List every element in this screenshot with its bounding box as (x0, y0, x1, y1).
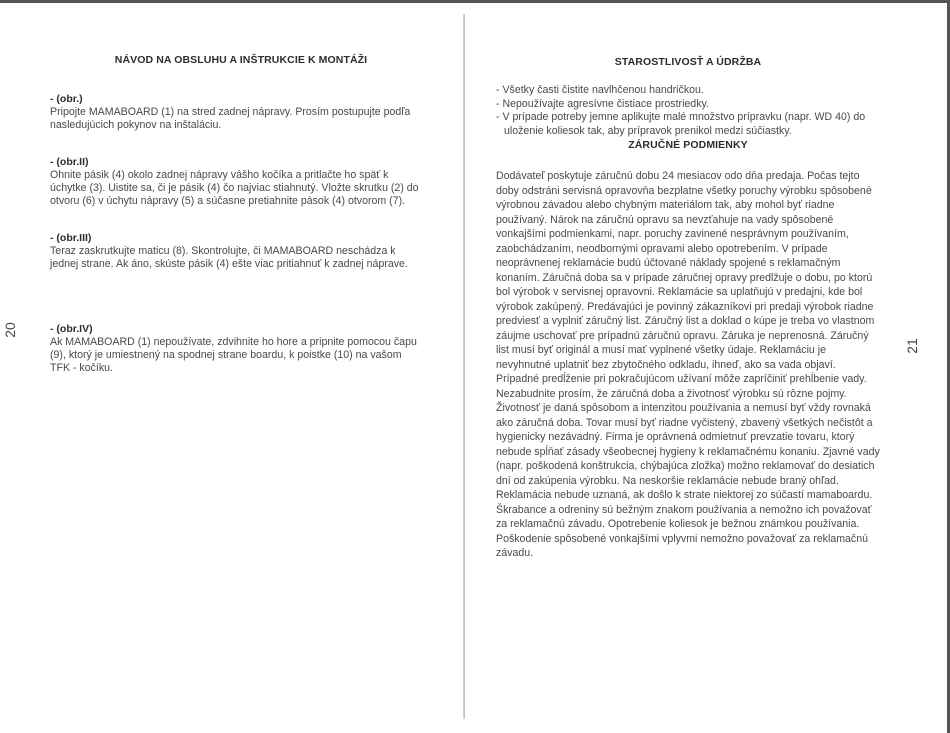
section-text: Ohnite pásik (4) okolo zadnej nápravy vášho kočíka a pritlačte ho späť k úchytke (3). Uistite sa, či je pásik (4) čo najviac stiahnutý. Vložte skrutku (2) do otvoru (6) v úchytu nápravy (5) a súčasne pretiahnite pások (4) otvorom (7). (50, 169, 419, 207)
instruction-section (50, 323, 420, 375)
top-border (0, 0, 950, 3)
section-label: - (obr.IV) (50, 323, 93, 335)
warranty-text: Dodávateľ poskytuje záručnú dobu 24 mesiacov odo dňa predaja. Počas tejto doby odstráni servisná opravovňa bezplatne všetky poruchy výrobku spôsobené výrobnou závadou alebo chybným materiálom tak, aby mohol byť riadne používaný. Nárok na záručnú opravu sa nevzťahuje na vady spôsobené vonkajšími podmienkami, napr. poruchy zavinené nesprávnym používaním, zaobchádzaním, neodbornými opravami alebo opotrebením. V prípade neoprávnenej reklamácie budú účtované náklady spojené s reklamačným konaním. Záručná doba sa v prípade záručnej opravy predlžuje o dobu, po ktorú bol výrobok v servisnej opravovni. Reklamácie sa uplatňujú v predajni, kde bol výrobok zakúpený. Predávajúci je povinný zákazníkovi pri predaji výrobok riadne predviesť a vyplniť záručný list. Záručný list a doklad o kúpe je treba vo vlastnom záujme uschovať pre prípadnú záručnú opravu. Záruka je neprenosná. Záručný list musí byť originál a musí mať vyplnené všetky údaje. Reklamáciu je nevyhnutné uplatniť bez zbytočného odkladu, ihneď, ako sa vada objaví. Prípadné predĺženie pri pokračujúcom užívaní môže zapríčiniť prehĺbenie vady. Nezabudnite prosím, že záručná doba a životnosť výrobku sú rôzne pojmy. Životnosť je daná spôsobom a intenzitou používania a nemusí byť vždy rovnaká ako záručná doba. Tovar musí byť riadne vyčistený, zbavený všetkých nečistôt a hygienicky nezávadný. Firma je oprávnená odmietnuť prevzatie tovaru, ktorý nebude spĺňať zásady všeobecnej hygieny k reklamačnému konaniu. Zjavné vady (napr. poškodená konštrukcia, chýbajúca zložka) možno reklamovať do desiatich dní od zakúpenia výrobku. Na neskoršie reklamácie nebude braný ohľad. Reklamácia nebude uznaná, ak došlo k strate niektorej zo súčastí mamaboardu. Škrabance a odreniny sú bežným znakom používania a nemožno ich považovať za reklamačnú závadu. Opotrebenie koliesok je bežnou známkou používania. Poškodenie spôsobené vonkajšími vplyvmi nemožno považovať za reklamačnú závadu. (496, 170, 880, 559)
section-label: - (obr.) (50, 93, 83, 105)
list-item: - V prípade potreby jemne aplikujte malé množstvo prípravku (napr. WD 40) do uloženie koliesok tak, aby prípravok prenikol medzi súčiastky. (496, 111, 866, 137)
list-item: - Nepoužívajte agresívne čistiace prostriedky. (496, 97, 709, 110)
list-item: - Všetky časti čistite navlhčenou handričkou. (496, 84, 704, 96)
section-text: Teraz zaskrutkujte maticu (8). Skontrolujte, či MAMABOARD neschádza k jednej strane. Ak áno, skúste pásik (4) ešte viac pritiahnuť k zadnej náprave. (50, 245, 408, 270)
instruction-section (50, 156, 420, 208)
care-title: STAROSTLIVOSŤ A ÚDRŽBA (614, 56, 762, 68)
instructions-title: NÁVOD NA OBSLUHU A INŠTRUKCIE K MONTÁŽI (114, 54, 368, 66)
section-label: - (obr.III) (50, 232, 92, 244)
instruction-section (50, 232, 420, 271)
instruction-section (50, 93, 420, 132)
section-label: - (obr.II) (50, 156, 89, 168)
right-page (496, 56, 880, 561)
care-list (496, 84, 880, 138)
page-number-right: 21 (903, 338, 920, 354)
section-text: Pripojte MAMABOARD (1) na stred zadnej nápravy. Prosím postupujte podľa nasledujúcich pokynov na inštaláciu. (50, 106, 411, 131)
left-page (50, 54, 420, 375)
warranty-title: ZÁRUČNÉ PODMIENKY (628, 139, 748, 151)
section-text: Ak MAMABOARD (1) nepoužívate, zdvihnite ho hore a pripnite pomocou čapu (9), ktorý je umiestnený na spodnej strane boardu, k poistke (10) na vašom TFK - kočíku. (50, 336, 417, 374)
page-gutter (463, 14, 465, 719)
page-number-left: 20 (1, 322, 18, 338)
